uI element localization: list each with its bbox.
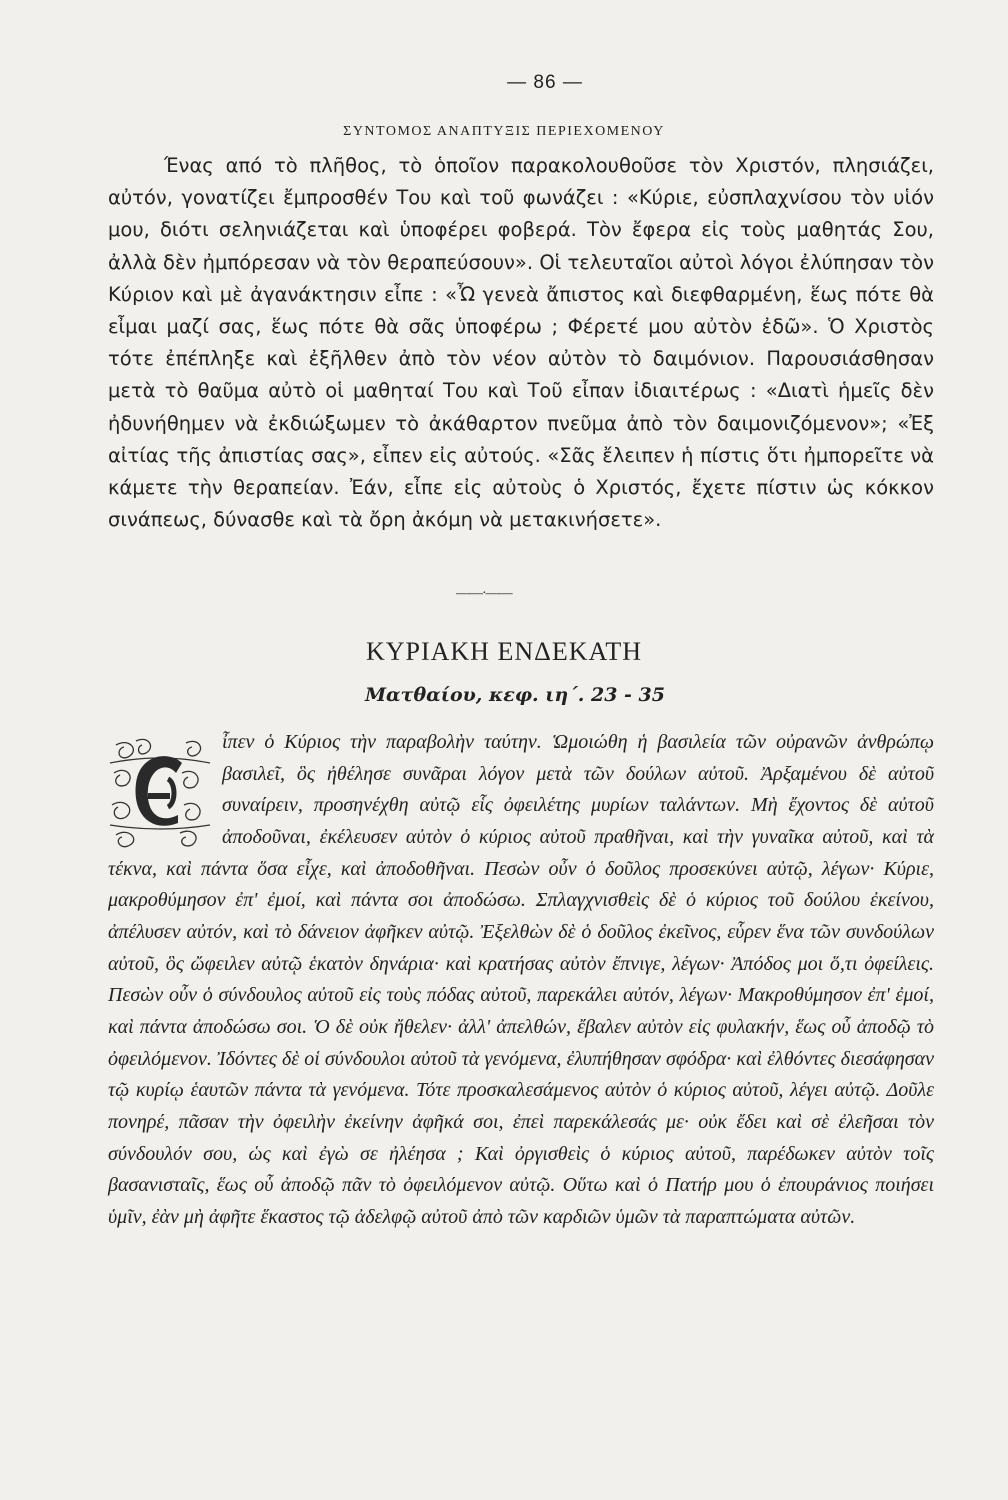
page-number: — 86 — (507, 72, 583, 93)
summary-paragraph: Ένας από τὸ πλῆθος, τὸ ὁποῖον παρακολουθοῦσε τὸν Χριστόν, πλησιάζει, αὐτόν, γονατίζει ἔμπροσθέν Του καὶ τοῦ φωνάζει : «Κύριε, εὐσπλαχνίσου τὸν υἱόν μου, διότι σεληνιάζεται καὶ ὑποφέρει φοβερά. Τὸν ἔφερα εἰς τοὺς μαθητάς Σου, ἀλλὰ δὲν ἠμπόρεσαν νὰ τὸν θεραπεύσουν». Οἱ τελευταῖοι αὐτοὶ λόγοι ἐλύπησαν τὸν Κύριον καὶ μὲ ἀγανάκτησιν εἶπε : «Ὦ γενεὰ ἄπιστος καὶ διεφθαρμένη, ἕως πότε θὰ εἶμαι μαζί σας, ἕως πότε θὰ σᾶς ὑποφέρω ; Φέρετέ μου αὐτὸν ἐδῶ». Ὁ Χριστὸς τότε ἐπέπληξε καὶ ἐξῆλθεν ἀπὸ τὸν νέον αὐτὸν τὸ δαιμόνιον. Παρουσιάσθησαν μετὰ τὸ θαῦμα αὐτὸ οἱ μαθηταί Του καὶ Τοῦ εἶπαν ἰδιαιτέρως : «Διατὶ ἡμεῖς δὲν ἠδυνήθημεν νὰ ἐκδιώξωμεν τὸ ἀκάθαρτον πνεῦμα ἀπὸ τὸν δαιμονιζόμενον»; «Ἐξ αἰτίας τῆς ἀπιστίας σας», εἶπεν εἰς αὐτούς. «Σᾶς ἔλειπεν ἡ πίστις ὅτι ἠμπορεῖτε νὰ κάμετε τὴν θεραπείαν. Ἐάν, εἶπε εἰς αὐτοὺς ὁ Χριστός, ἔχετε πίστιν ὡς κόκκον σινάπεως, δύνασθε καὶ τὰ ὄρη ἀκόμη νὰ μετακινήσετε». (108, 154, 934, 532)
dropcap-space (108, 727, 222, 853)
section-divider: ——·—— (456, 586, 512, 601)
gospel-paragraph (108, 727, 934, 1234)
gospel-text: ἶπεν ὁ Κύριος τὴν παραβολὴν ταύτην. Ὡμοιώθη ἡ βασιλεία τῶν οὐρανῶν ἀνθρώπῳ βασιλεῖ, ὃς ἠθέλησε συνᾶραι λόγον μετὰ τῶν δούλων αὐτοῦ. Ἀρξαμένου δὲ αὐτοῦ συναίρειν, προσηνέχθη αὐτῷ εἷς ὀφειλέτης μυρίων ταλάντων. Μὴ ἔχοντος δὲ αὐτοῦ ἀποδοῦναι, ἐκέλευσεν αὐτὸν ὁ κύριος αὐτοῦ πραθῆναι, καὶ τὴν γυναῖκα αὐτοῦ, καὶ τὰ τέκνα, καὶ πάντα ὅσα εἶχε, καὶ ἀποδοθῆναι. Πεσὼν οὖν ὁ δοῦλος προσεκύνει αὐτῷ, λέγων· Κύριε, μακροθύμησον ἐπ' ἐμοί, καὶ πάντα σοι ἀποδώσω. Σπλαγχνισθεὶς δὲ ὁ κύριος τοῦ δούλου ἐκείνου, ἀπέλυσεν αὐτόν, καὶ τὸ δάνειον ἀφῆκεν αὐτῷ. Ἐξελθὼν δὲ ὁ δοῦλος ἐκεῖνος, εὗρεν ἕνα τῶν συνδούλων αὐτοῦ, ὃς ὤφειλεν αὐτῷ ἑκατὸν δηνάρια· καὶ κρατήσας αὐτὸν ἔπνιγε, λέγων· Ἀπόδος μοι ὅ,τι ὀφείλεις. Πεσὼν οὖν ὁ σύνδουλος αὐτοῦ εἰς τοὺς πόδας αὐτοῦ, παρεκάλει αὐτόν, λέγων· Μακροθύμησον ἐπ' ἐμοί, καὶ πάντα ἀποδώσω σοι. Ὁ δὲ οὐκ ἤθελεν· ἀλλ' ἀπελθών, ἔβαλεν αὐτὸν εἰς φυλακήν, ἕως οὗ ἀποδῷ τὸ ὀφειλόμενον. Ἰδόντες δὲ οἱ σύνδουλοι αὐτοῦ τὰ γενόμενα, ἐλυπήθησαν σφόδρα· καὶ ἐλθόντες διεσάφησαν τῷ κυρίῳ ἑαυτῶν πάντα τὰ γενόμενα. Τότε προσκαλεσάμενος αὐτὸν ὁ κύριος αὐτοῦ, λέγει αὐτῷ. Δοῦλε πονηρέ, πᾶσαν τὴν ὀφειλὴν ἐκείνην ἀφῆκά σοι, ἐπεὶ παρεκάλεσάς με· οὐκ ἔδει καὶ σὲ ἐλεῆσαι τὸν σύνδουλόν σου, ὡς καὶ ἐγὼ σε ἠλέησα ; Καὶ ὀργισθεὶς ὁ κύριος αὐτοῦ, παρέδωκεν αὐτὸν τοῖς βασανισταῖς, ἕως οὗ ἀποδῷ πᾶν τὸ ὀφειλόμενον αὐτῷ. Οὕτω καὶ ὁ Πατήρ μου ὁ ἐπουράνιος ποιήσει ὑμῖν, ἐὰν μὴ ἀφῆτε ἕκαστος τῷ ἀδελφῷ αὐτοῦ ἀπὸ τῶν καρδιῶν ὑμῶν τὰ παραπτώματα αὐτῶν. (108, 731, 934, 1228)
chapter-title: ΚΥΡΙΑΚΗ ΕΝΔΕΚΑΤΗ (365, 637, 643, 666)
scripture-reference: Ματθαίου, κεφ. ιη΄. 23 - 35 (365, 684, 665, 706)
section-heading: ΣΥΝΤΟΜΟΣ ΑΝΑΠΤΥΞΙΣ ΠΕΡΙΕΧΟΜΕΝΟΥ (343, 124, 665, 139)
